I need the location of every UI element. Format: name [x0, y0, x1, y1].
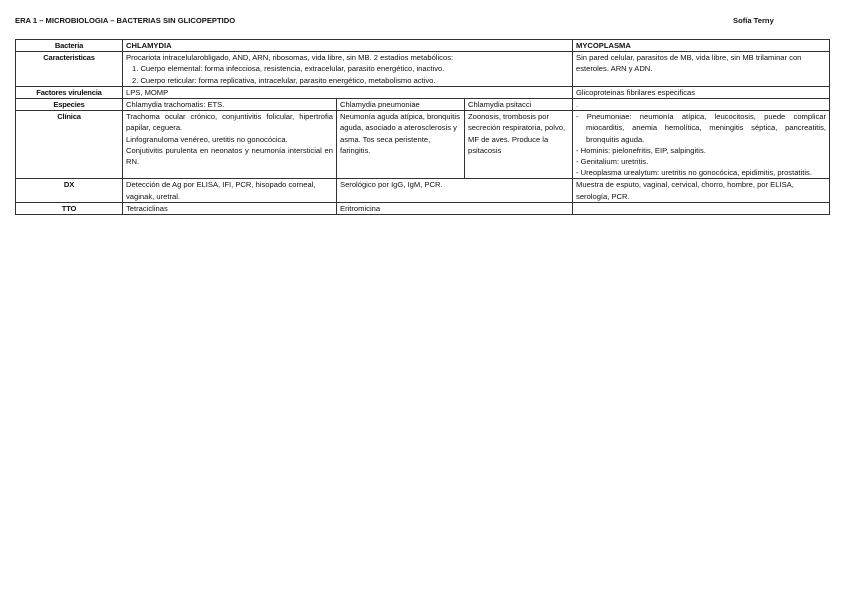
cell-clinica-pneumoniae: Neumonía aguda atípica, bronquitis aguda, asociado a aterosclerosis y asma. Tos seca peristente, faringitis. [337, 111, 465, 179]
row-label-dx: DX [16, 179, 123, 202]
document-title: ERA 1 – MICROBIOLOGIA – BACTERIAS SIN GLICOPEPTIDO [15, 16, 236, 25]
cell-mycoplasma-factores: Glicoproteinas fibrilares especificas [573, 86, 830, 98]
cell-species-mycoplasma: . [573, 99, 830, 111]
row-caracteristicas [16, 52, 830, 87]
row-factores-virulencia [16, 86, 830, 98]
cell-chlamydia-caracteristicas [123, 52, 573, 87]
clinica-mycoplasma-item: - Ureoplasma urealytum: uretritis no gonocócica, epidimitis, prostatitis. [576, 168, 812, 178]
column-header-chlamydia: CHLAMYDIA [123, 40, 573, 52]
row-label-tto: TTO [16, 202, 123, 214]
cell-dx-others: Serológico por IgG, IgM, PCR. [337, 179, 573, 202]
cell-clinica-trachomatis [123, 111, 337, 179]
clinica-trachomatis-item: Linfogranuloma venéreo, uretitis no gonocócica. [126, 134, 288, 144]
author-name: Sofía Terny [733, 16, 774, 25]
cell-clinica-mycoplasma [573, 111, 830, 179]
cell-tto-others: Eritromicina [337, 202, 573, 214]
cell-mycoplasma-caracteristicas: Sin pared celular, parasitos de MB, vida libre, sin MB trilaminar con esteroles. ARN y ADN. [573, 52, 830, 87]
cell-dx-trachomatis: Detección de Ag por ELISA, IFI, PCR, hisopado corneal, vaginak, uretral. [123, 179, 337, 202]
row-label-bacteria: Bacteria [16, 40, 123, 52]
chlamydia-cuerpo-reticular: 2. Cuerpo reticular: forma replicativa, intracelular, parasito energético, metabolismo activo. [132, 75, 436, 85]
clinica-trachomatis-item: Conjutivitis purulenta en neonatos y neumonía intersticial en RN. [126, 145, 333, 167]
row-especies [16, 99, 830, 111]
row-label-especies: Especies [16, 99, 123, 111]
clinica-trachomatis-item: Trachoma ocular crónico, conjuntivitis folicular, hipertrofia papilar, ceguera. [126, 112, 333, 133]
cell-dx-mycoplasma: Muestra de esputo, vaginal, cervical, chorro, hombre, por ELISA, serología, PCR. [573, 179, 830, 202]
chlamydia-caracteristicas-intro: Procariota intracelularobligado, AND, ARN, ribosomas, vida libre, sin MB. 2 estadios metabólicos: [126, 53, 454, 63]
row-label-caracteristicas: Caracteristicas [16, 52, 123, 87]
cell-tto-mycoplasma [573, 202, 830, 214]
clinica-mycoplasma-item: - Genitalium: uretritis. [576, 157, 649, 167]
row-label-clinica: Clínica [16, 111, 123, 179]
row-tto [16, 202, 830, 214]
column-header-mycoplasma: MYCOPLASMA [573, 40, 830, 52]
row-clinica [16, 111, 830, 179]
table-header-row [16, 40, 830, 52]
row-dx [16, 179, 830, 202]
clinica-mycoplasma-item: - Hominis: pielonefritis, EIP, salpingitis. [576, 145, 706, 155]
cell-chlamydia-factores: LPS, MOMP [123, 86, 573, 98]
bacteria-table [15, 39, 830, 215]
cell-species-psitacci: Chlamydia psitacci [465, 99, 573, 111]
page-header [15, 16, 833, 28]
clinica-mycoplasma-item: - Pneumoniae: neumonía atípica, leucocitosis, puede complicar miocarditis, anemia hemolítica, meningitis séptica, pancreatitis, bronquitis aguda. [576, 112, 827, 144]
chlamydia-cuerpo-elemental: 1. Cuerpo elemental: forma infecciosa, resistencia, extracelular, parasito energético, inactivo. [132, 64, 445, 74]
cell-tto-trachomatis: Tetraciclinas [123, 202, 337, 214]
row-label-factores-virulencia: Factores virulencia [16, 86, 123, 98]
cell-species-trachomatis: Chlamydia trachomatis: ETS. [123, 99, 337, 111]
cell-species-pneumoniae: Chlamydia pneumoniae [337, 99, 465, 111]
cell-clinica-psitacci: Zoonosis, trombosis por secreción respiratoria, polvo, MF de aves. Produce la psitacosis [465, 111, 573, 179]
